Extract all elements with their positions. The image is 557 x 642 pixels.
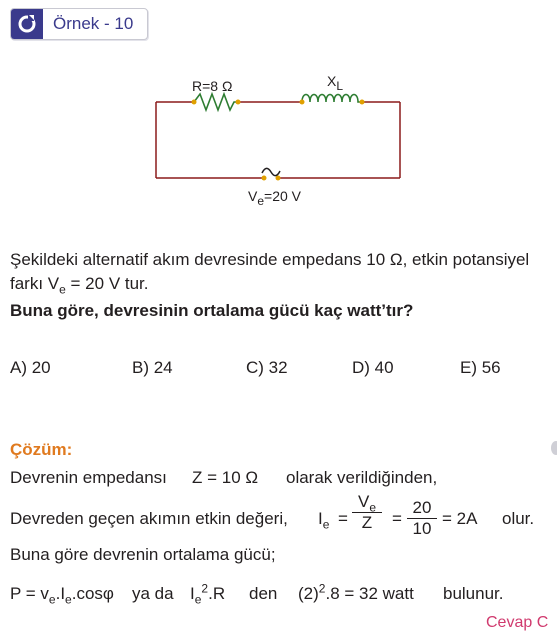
example-title: Örnek - 10	[53, 14, 134, 33]
question-prompt: Buna göre, devresinin ortalama gücü kaç watt’tır?	[10, 301, 414, 320]
option-e: E) 56	[460, 358, 501, 377]
power-calculation: $(2)^2.8 = 32$ watt	[298, 581, 414, 603]
inductor-label: $X_L$	[327, 73, 344, 93]
fraction-20-over-10: $\frac{20}{10}$	[407, 498, 437, 539]
resistor-symbol	[194, 94, 238, 110]
circuit-diagram	[150, 70, 410, 210]
question-line-1: Şekildeki alternatif akım devresinde empedans 10 Ω, etkin potansiyel	[10, 250, 530, 269]
option-a: A) 20	[10, 358, 51, 377]
resistor-label: R=8 Ω	[192, 78, 233, 94]
current-result: = 2A	[442, 509, 478, 528]
ac-source-symbol	[262, 168, 280, 175]
option-c: C) 32	[246, 358, 288, 377]
den-text: den	[249, 584, 278, 603]
fraction-v-over-z: $\frac{V_e}{Z}$	[352, 492, 382, 533]
inductor-symbol	[302, 95, 362, 103]
solution-step-2-end: olur.	[502, 509, 535, 528]
solution-step-1a: Devrenin empedansı	[10, 468, 167, 487]
option-d: D) 40	[352, 358, 394, 377]
page-edge-marker	[551, 441, 557, 455]
current-symbol: $I_e$	[318, 509, 330, 532]
solution-step-1b: Z = 10 Ω	[192, 468, 259, 487]
solution-step-3: Buna göre devrenin ortalama gücü;	[10, 545, 276, 564]
or-text: ya da	[132, 584, 174, 603]
bulunur-text: bulunur.	[443, 584, 504, 603]
equals-2: =	[392, 509, 402, 528]
power-formula-alt: $I_e^2.R$	[190, 581, 226, 607]
source-label: $V_e=20$ V	[248, 188, 302, 208]
solution-heading: Çözüm:	[10, 440, 73, 459]
equals-1: =	[338, 509, 348, 528]
option-b: B) 24	[132, 358, 173, 377]
answer-label: Cevap C	[486, 614, 549, 631]
solution-step-2a: Devreden geçen akımın etkin değeri,	[10, 509, 288, 528]
power-formula: $P = v_e.I_e.\cos\varphi$	[10, 584, 114, 607]
example-icon	[11, 9, 43, 39]
solution-step-1c: olarak verildiğinden,	[286, 468, 438, 487]
example-badge	[10, 8, 148, 40]
question-line-2: farkı $V_e = 20$ V tur.	[10, 274, 149, 297]
